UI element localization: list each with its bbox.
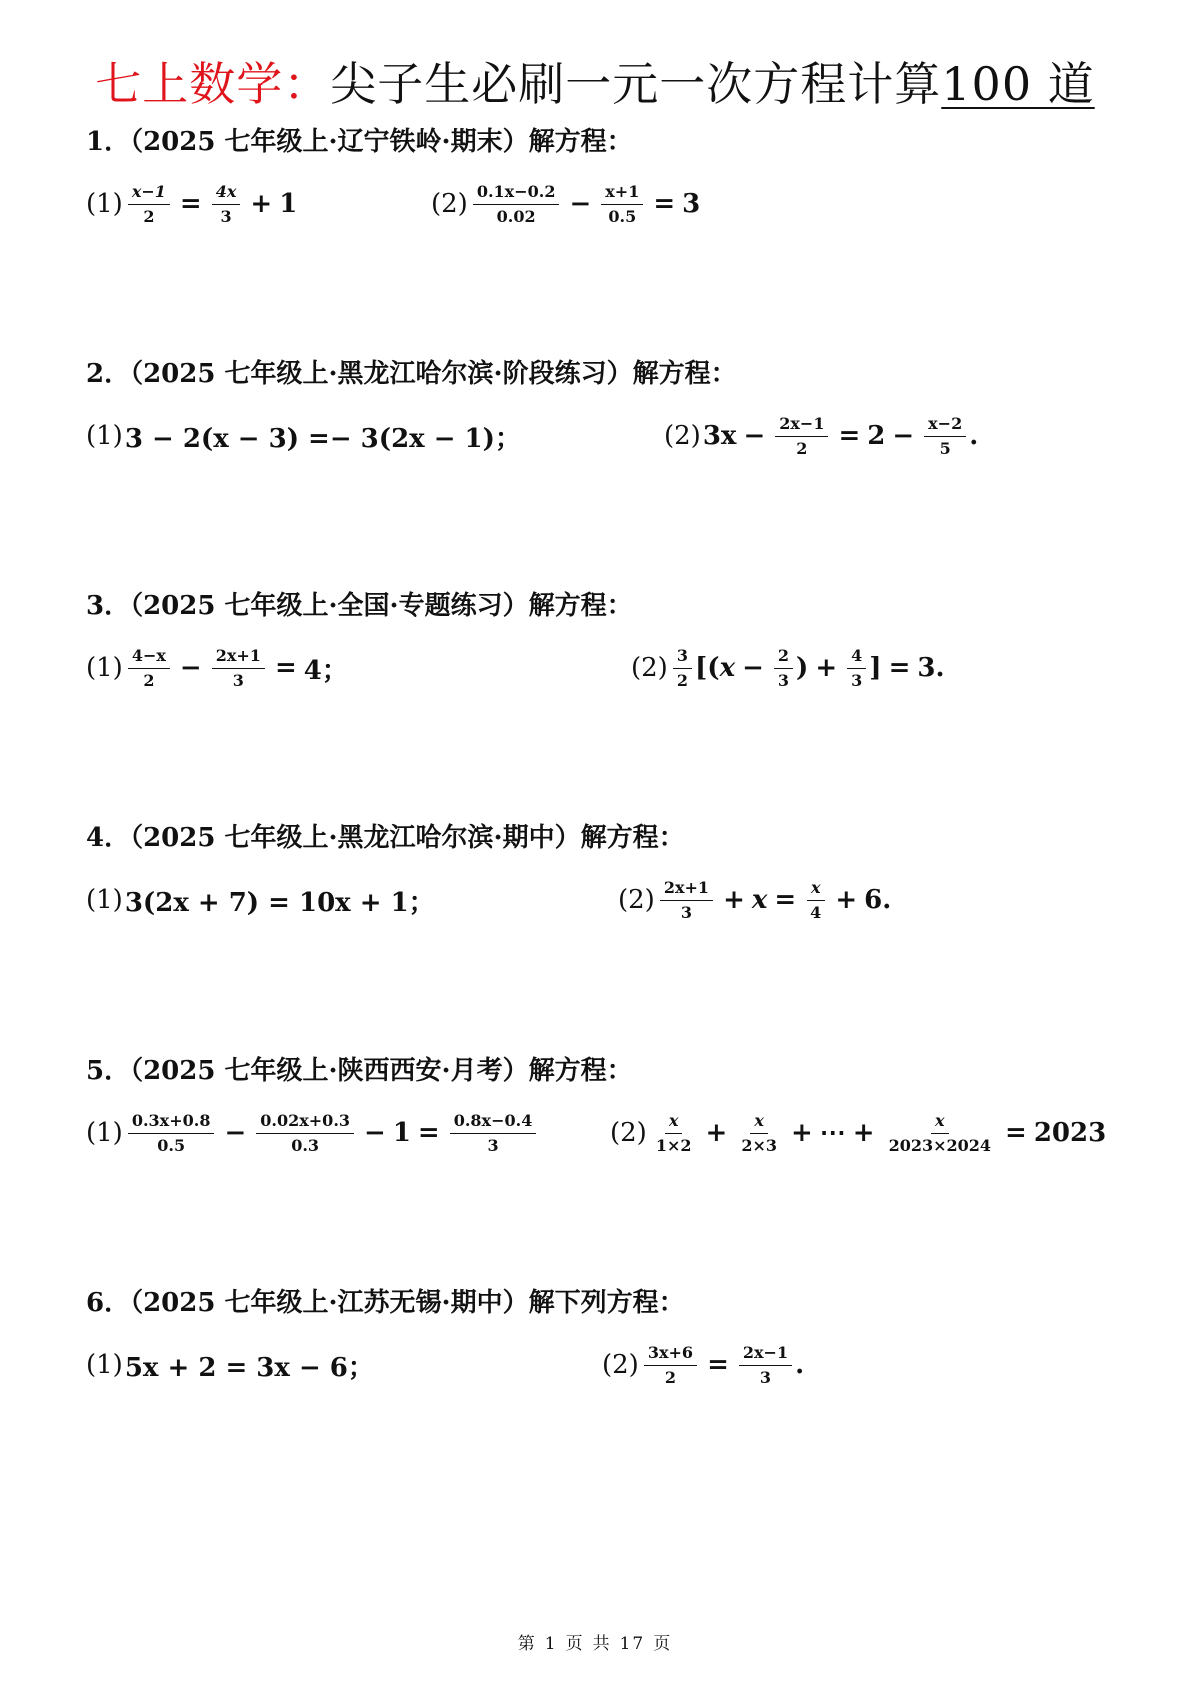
problem-heading: 5．（2025 七年级上·陕西西安·月考）解方程：	[86, 1056, 633, 1086]
title-main-part: 尖子生必刷一元一次方程计算	[330, 57, 942, 111]
problem-heading: 2．（2025 七年级上·黑龙江哈尔滨·阶段练习）解方程：	[86, 359, 737, 389]
problem-2	[86, 356, 1126, 466]
equation-part-1: (1) 5x + 2 = 3x − 6；	[86, 1350, 374, 1383]
fraction: $\frac{4}{3}$	[847, 646, 866, 691]
equation-part-2: (2) $\frac{x}{1\times 2}$ + $\frac{x}{2\times 3}$ + ⋯ + $\frac{x}{2023\times 2024}$ = 2023	[610, 1110, 1107, 1155]
fraction: $\frac{x}{2023\times 2024}$	[888, 1110, 992, 1155]
fraction: $\frac{x}{2\times 3}$	[741, 1110, 777, 1155]
problem-5	[86, 1053, 1126, 1163]
total-pages: 17	[619, 1634, 646, 1654]
fraction: $\frac{3}{2}$	[673, 646, 692, 691]
problem-4	[86, 820, 1126, 930]
title-count-part: 100 道	[941, 57, 1095, 111]
equation-part-2: (2) $\frac{0.1x-0.2}{0.02}$ − $\frac{x+1}{0.5}$ = 3	[431, 181, 701, 226]
equation-part-2: (2) $\frac{2x+1}{3}$ + x = $\frac{x}{4}$ + 6.	[618, 877, 892, 922]
fraction: $\frac{4x}{3}$	[212, 182, 241, 227]
fraction: $\frac{2x-1}{2}$	[775, 414, 828, 459]
equation-part-1: (1) $\frac{4-x}{2}$ − $\frac{2x+1}{3}$ = 4；	[86, 645, 348, 690]
fraction: $\frac{x+1}{0.5}$	[601, 182, 643, 227]
equation-part-1: (1) $\frac{0.3x+0.8}{0.5}$ − $\frac{0.02x+0.3}{0.3}$ − 1 = $\frac{0.8x-0.4}{3}$	[86, 1103, 539, 1163]
fraction: $\frac{x-1}{2}$	[128, 182, 170, 227]
fraction: $\frac{x}{4}$	[806, 878, 825, 923]
fraction: $\frac{2x-1}{3}$	[739, 1343, 792, 1388]
problem-heading: 4．（2025 七年级上·黑龙江哈尔滨·期中）解方程：	[86, 823, 685, 853]
problem-heading: 1．（2025 七年级上·辽宁铁岭·期末）解方程：	[86, 127, 633, 157]
equation-part-1: (1) 3(2x + 7) = 10x + 1；	[86, 885, 435, 918]
problem-6	[86, 1285, 1126, 1395]
problem-3	[86, 588, 1126, 698]
fraction: $\frac{2}{3}$	[774, 646, 793, 691]
problem-heading: 3．（2025 七年级上·全国·专题练习）解方程：	[86, 591, 633, 621]
fraction: $\frac{4-x}{2}$	[128, 646, 170, 691]
page-title	[0, 52, 1190, 116]
title-red-part: 七上数学：	[95, 57, 331, 111]
fraction: $\frac{0.02x+0.3}{0.3}$	[256, 1111, 354, 1156]
fraction: $\frac{2x+1}{3}$	[660, 878, 713, 923]
fraction: $\frac{3x+6}{2}$	[644, 1343, 697, 1388]
fraction: $\frac{0.1x-0.2}{0.02}$	[473, 182, 560, 227]
problem-heading: 6．（2025 七年级上·江苏无锡·期中）解下列方程：	[86, 1288, 685, 1318]
problem-1	[86, 124, 1126, 234]
page-number: 1	[544, 1634, 558, 1654]
fraction: $\frac{2x+1}{3}$	[212, 646, 265, 691]
equation-part-2: (2) $\frac{3x+6}{2}$ = $\frac{2x-1}{3}$ .	[602, 1342, 805, 1387]
equation-part-1: (1) $\frac{x-1}{2}$ = $\frac{4x}{3}$ + 1	[86, 181, 298, 226]
equation-part-2: (2) 3x − $\frac{2x-1}{2}$ = 2 − $\frac{x-2}{5}$ .	[664, 413, 979, 458]
equation-part-1: (1) 3 − 2(x − 3) =− 3(2x − 1)；	[86, 421, 521, 454]
fraction: $\frac{0.8x-0.4}{3}$	[450, 1111, 537, 1156]
equation-part-2: (2) $\frac{3}{2}$ [( x − $\frac{2}{3}$ ) + $\frac{4}{3}$ ] = 3.	[631, 645, 945, 690]
fraction: $\frac{0.3x+0.8}{0.5}$	[128, 1111, 215, 1156]
fraction: $\frac{x}{1\times 2}$	[655, 1110, 692, 1155]
fraction: $\frac{x-2}{5}$	[924, 414, 966, 459]
page-footer: 第 1 页 共 17 页	[517, 1634, 673, 1654]
